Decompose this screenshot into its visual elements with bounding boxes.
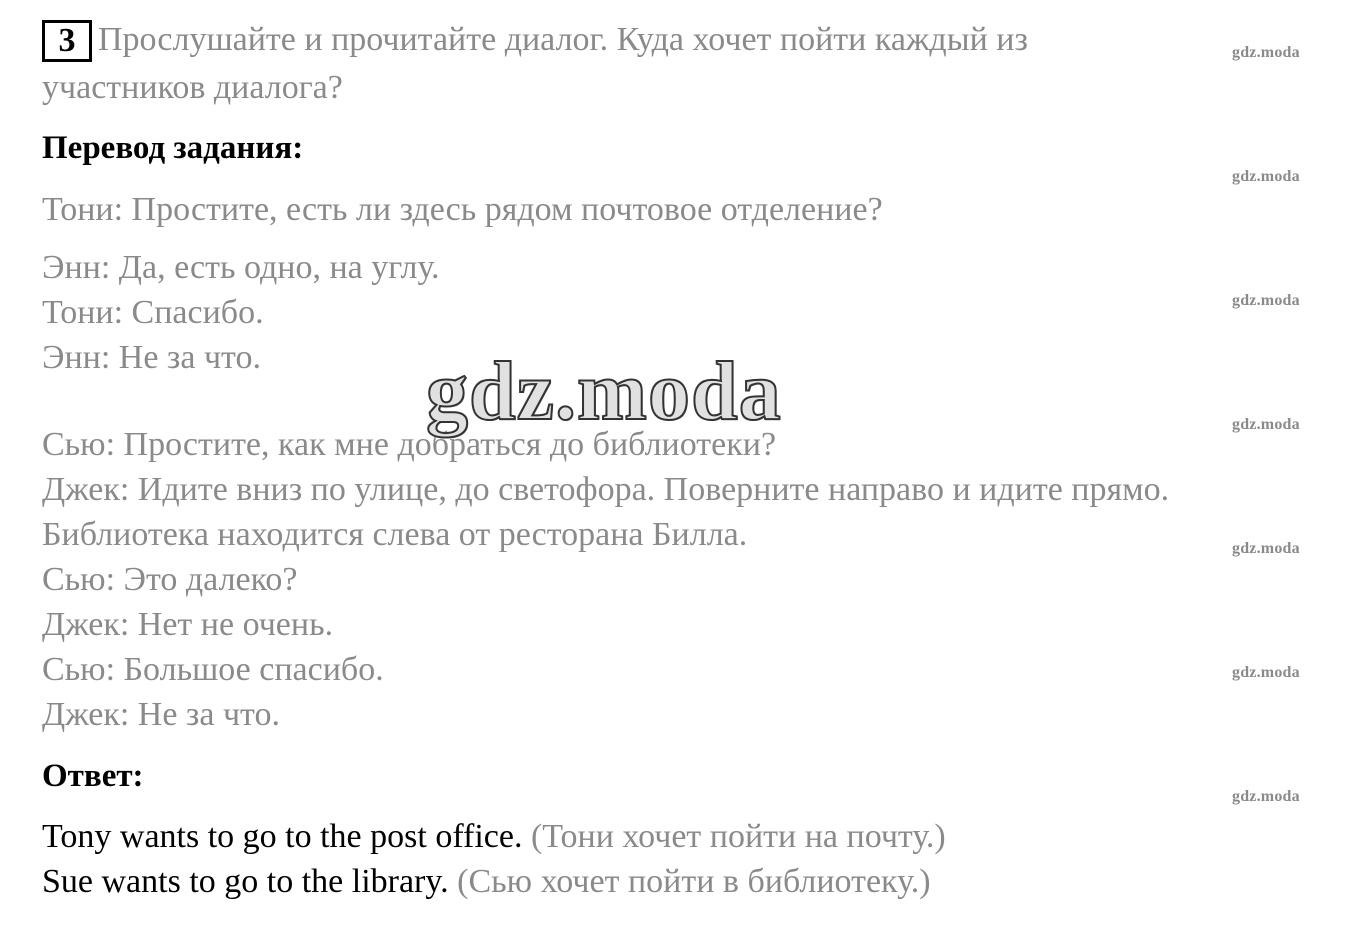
dialogue-line: Энн: Не за что. (42, 339, 261, 376)
watermark-small: gdz.moda (1232, 788, 1300, 805)
watermark-small: gdz.moda (1232, 540, 1300, 557)
watermark-small: gdz.moda (1232, 44, 1300, 61)
translation-heading: Перевод задания: (42, 130, 304, 166)
dialogue-line: Джек: Идите вниз по улице, до светофора. Поверните направо и идите прямо. (42, 471, 1170, 508)
answer-russian: (Сью хочет пойти в библиотеку.) (457, 863, 931, 900)
answer-english: Tony wants to go to the post office. (42, 818, 523, 855)
task-number-badge: 3 (42, 20, 92, 62)
dialogue-line: Джек: Не за что. (42, 696, 280, 733)
task-instruction (42, 20, 1028, 62)
dialogue-line: Сью: Простите, как мне добраться до библиотеки? (42, 426, 777, 463)
dialogue-line: Сью: Большое спасибо. (42, 651, 384, 688)
dialogue-line: Джек: Нет не очень. (42, 606, 334, 643)
dialogue-line: Сью: Это далеко? (42, 561, 298, 598)
answer-english: Sue wants to go to the library. (42, 863, 449, 900)
dialogue-line: Библиотека находится слева от ресторана Билла. (42, 516, 748, 553)
instruction-line-2: участников диалога? (42, 69, 343, 106)
answer-heading: Ответ: (42, 758, 144, 794)
watermark-small: gdz.moda (1232, 664, 1300, 681)
watermark-small: gdz.moda (1232, 292, 1300, 309)
dialogue-line: Энн: Да, есть одно, на углу. (42, 249, 440, 286)
watermark-large: gdz.moda (426, 345, 782, 438)
answer-russian: (Тони хочет пойти на почту.) (530, 818, 946, 855)
instruction-line-1: Прослушайте и прочитайте диалог. Куда хочет пойти каждый из (98, 21, 1028, 58)
answer-line (42, 817, 946, 857)
watermark-small: gdz.moda (1232, 416, 1300, 433)
dialogue-line: Тони: Спасибо. (42, 294, 264, 331)
dialogue-line: Тони: Простите, есть ли здесь рядом почтовое отделение? (42, 191, 883, 228)
watermark-small: gdz.moda (1232, 168, 1300, 185)
answer-line (42, 862, 931, 902)
